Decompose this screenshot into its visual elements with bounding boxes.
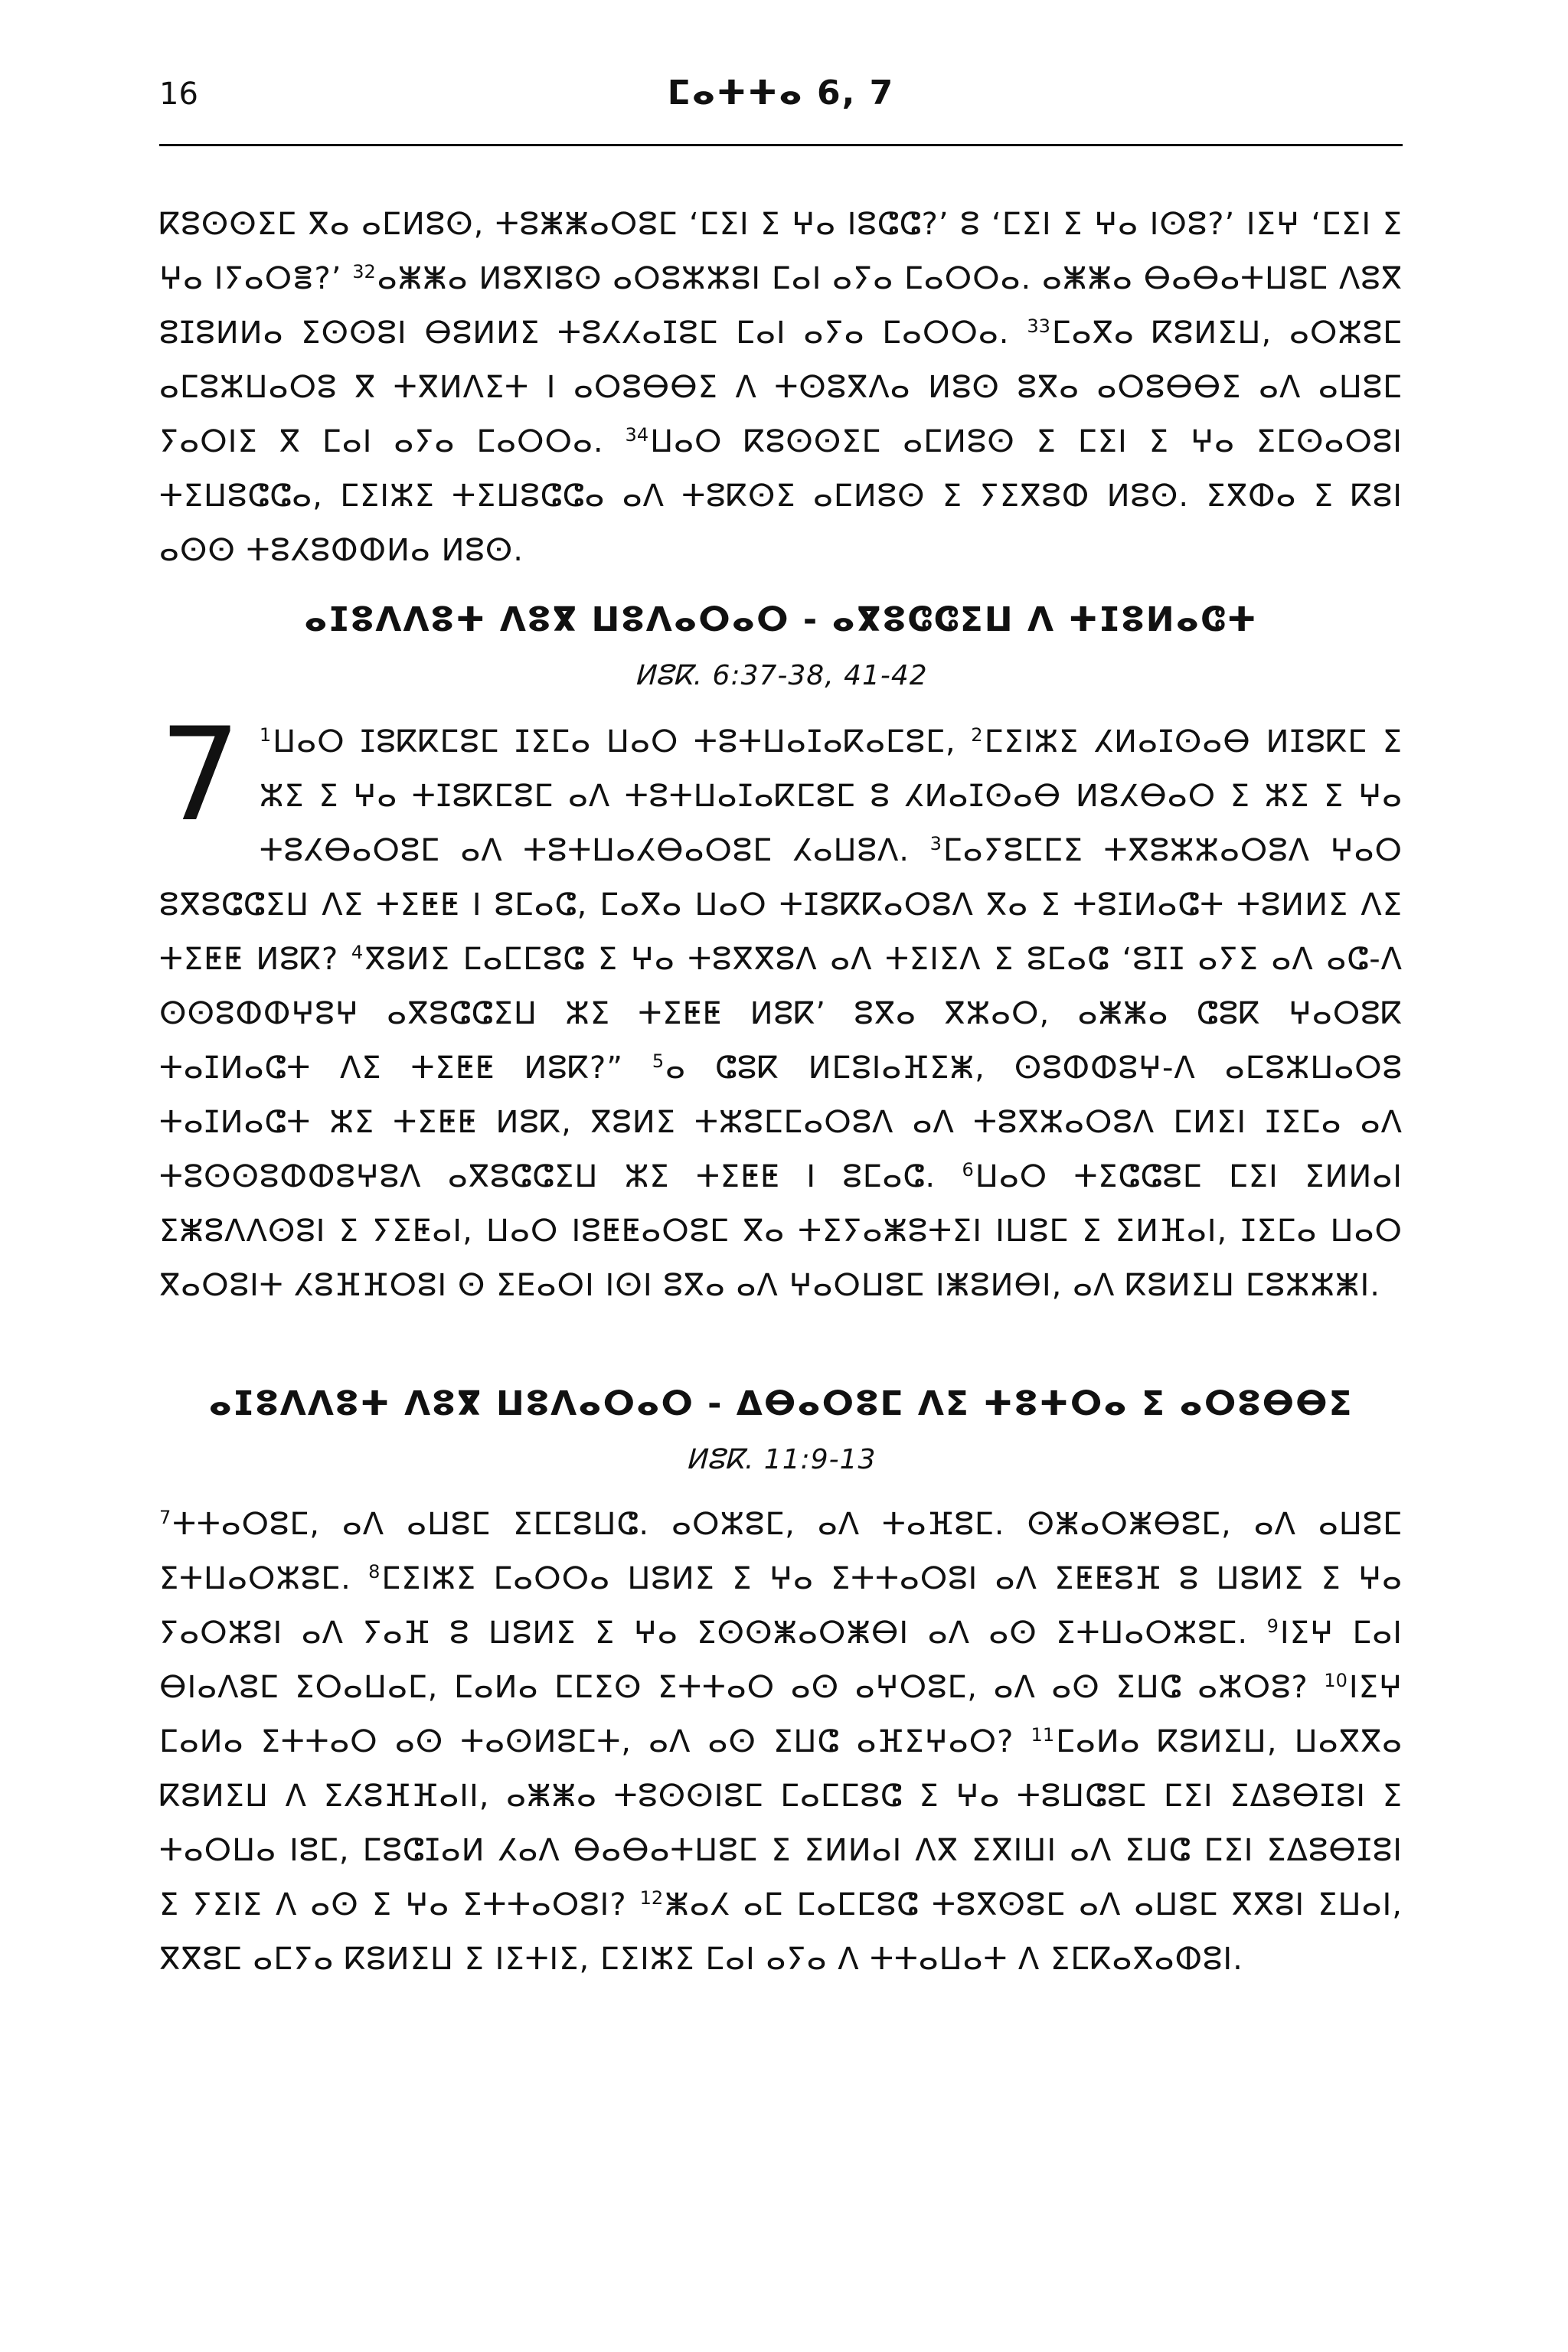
section-cross-reference: ⵍⵓⴽ. 11:9-13 xyxy=(685,1444,877,1475)
verse-text: ⵎⴰⴳⴰ ⴽⵓⵍⵉⵡ, ⴰⵔⵣⵓⵎ ⴰⵎⵓⵣⵡⴰⵔⵓ ⴳ ⵜⴳⵍⴷⵉⵜ ⵏ ⴰⵔⵓⴱⴱⵉ ⴷ ⵜⵙⵓⴳⴷⴰ ⵍⵓⵙ ⵓⴳⴰ ⴰⵔⵓⴱⴱⵉ ⴰⴷ ⴰⵡⵓⵎ ⵢⴰⵔⵏⵉ ⴳ ⵎⴰⵏ ⴰⵢⴰ ⵎⴰⵔⵔⴰ. xyxy=(159,315,1403,459)
header-divider xyxy=(159,144,1403,146)
verse-number: 5 xyxy=(652,1050,665,1072)
verse-number: 32 xyxy=(352,261,376,283)
chapter-number: 7 xyxy=(159,700,241,850)
verse-number: 8 xyxy=(368,1561,381,1583)
verse-text: ⵡⴰⵔ ⵊⵓⴽⴽⵎⵓⵎ ⵊⵉⵎⴰ ⵡⴰⵔ ⵜⵓⵜⵡⴰⵊⴰⴽⴰⵎⵓⵎ, xyxy=(273,724,972,760)
verse-text: ⵥⴰⵃ ⴰⵎ ⵎⴰⵎⵎⵓⵛ ⵜⵓⴳⵙⵓⵎ ⴰⴷ ⴰⵡⵓⵎ ⴳⴳⵓⵏ ⵉⵡⴰⵏ, ⴳⴳⵓⵎ ⴰⵎⵢⴰ ⴽⵓⵍⵉⵡ ⵉ ⵏⵉⵜⵏⵉ, ⵎⵉⵏⵣⵉ ⵎⴰⵏ ⴰⵢⴰ ⴷ ⵜⵜⴰⵡⴰⵜ ⴷ ⵉⵎⴽⴰⴳⴰⵀⵓⵏ. xyxy=(159,1887,1403,1977)
verse-number: 4 xyxy=(351,942,364,963)
chapter-7-block xyxy=(159,700,1403,1313)
verse-text: ⵎⴰⵢⵓⵎⵎⵉ ⵜⴳⵓⵣⵣⴰⵔⵓⴷ ⵖⴰⵔ ⵓⴳⵓⵛⵛⵉⵡ ⴷⵉ ⵜⵉⵟⵟ ⵏ ⵓⵎⴰⵛ, ⵎⴰⴳⴰ ⵡⴰⵔ ⵜⵊⵓⴽⴽⴰⵔⵓⴷ ⴳⴰ ⵉ ⵜⵓⵊⵍⴰⵛⵜ ⵜⵓⵍⵍⵉ ⴷⵉ ⵜⵉⵟⵟ ⵍⵓⴽ? xyxy=(159,833,1403,977)
section-heading: ⴰⵊⵓⴷⴷⵓⵜ ⴷⵓⴳ ⵡⵓⴷⴰⵔⴰⵔ - ⵠⴱⴰⵔⵓⵎ ⴷⵉ ⵜⵓⵜⵔⴰ ⵉ ⴰⵔⵓⴱⴱⵉ xyxy=(208,1384,1354,1423)
verse-text: ⵡⴰⵔ ⵜⵉⵛⵛⵓⵎ ⵎⵉⵏ ⵉⵍⵍⴰⵏ ⵉⵥⵓⴷⴷⵙⵓⵏ ⵉ ⵢⵉⵟⴰⵏ, ⵡⴰⵔ ⵏⵓⵟⵟⴰⵔⵓⵎ ⴳⴰ ⵜⵉⵢⴰⵥⵓⵜⵉⵏ ⵏⵡⵓⵎ ⵉ ⵉⵍⴼⴰⵏ, ⵊⵉⵎⴰ ⵡⴰⵔ ⴳⴰⵔⵓⵏⵜ ⵃⵓⴼⴼⵔⵓⵏ ⵙ ⵉⴹⴰⵔⵏ ⵏⵙⵏ ⵓⴳⴰ ⴰⴷ ⵖⴰⵔⵡⵓⵎ ⵏⵥⵓⵍⴱⵏ, ⴰⴷ ⴽⵓⵍⵉⵡ ⵎⵓⵣⵣⵥⵏ. xyxy=(159,1159,1403,1303)
verse-number: 6 xyxy=(962,1159,974,1181)
verse-text: ⵎⵉⵏⵣⵉ ⵃⵍⴰⵊⵙⴰⴱ ⵍⵊⵓⴽⵎ ⵉ ⵣⵉ ⵉ ⵖⴰ ⵜⵊⵓⴽⵎⵓⵎ ⴰⴷ ⵜⵓⵜⵡⴰⵊⴰⴽⵎⵓⵎ ⵓ ⵃⵍⴰⵊⵙⴰⴱ ⵍⵓⵃⴱⴰⵔ ⵉ ⵣⵉ ⵉ ⵖⴰ ⵜⵓⵃⴱⴰⵔⵓⵎ ⴰⴷ ⵜⵓⵜⵡⴰⵃⴱⴰⵔⵓⵎ ⵃⴰⵡⵓⴷ. xyxy=(259,724,1403,868)
verse-number: 3 xyxy=(929,833,942,854)
section-cross-reference: ⵍⵓⴽ. 6:37-38, 41-42 xyxy=(634,660,928,691)
verse-text: ⵡⴰⵔ ⴽⵓⵙⵙⵉⵎ ⴰⵎⵍⵓⵙ ⵉ ⵎⵉⵏ ⵉ ⵖⴰ ⵉⵎⵙⴰⵔⵓⵏ ⵜⵉⵡⵓⵛⵛⴰ, ⵎⵉⵏⵣⵉ ⵜⵉⵡⵓⵛⵛⴰ ⴰⴷ ⵜⵓⴽⵙⵉ ⴰⵎⵍⵓⵙ ⵉ ⵢⵉⴳⵓⵀ ⵍⵓⵙ. ⵉⴳⵀⴰ ⵉ ⴽⵓⵏ ⴰⵙⵙ ⵜⵓⵃⵓⵀⵀⵍⴰ ⵍⵓⵙ. xyxy=(159,424,1403,568)
verse-number: 34 xyxy=(625,424,649,446)
verse-text: ⵎⵉⵏⵣⵉ ⵎⴰⵔⵔⴰ ⵡⵓⵍⵉ ⵉ ⵖⴰ ⵉⵜⵜⴰⵔⵓⵏ ⴰⴷ ⵉⵟⵟⵓⴼ ⵓ ⵡⵓⵍⵉ ⵉ ⵖⴰ ⵢⴰⵔⵣⵓⵏ ⴰⴷ ⵢⴰⴼ ⵓ ⵡⵓⵍⵉ ⵉ ⵖⴰ ⵉⵙⵙⵥⴰⵔⵥⴱⵏ ⴰⴷ ⴰⵙ ⵉⵜⵡⴰⵔⵣⵓⵎ. xyxy=(159,1561,1403,1651)
running-head xyxy=(159,74,1403,129)
verse-number: 7 xyxy=(159,1507,172,1528)
section-heading: ⴰⵊⵓⴷⴷⵓⵜ ⴷⵓⴳ ⵡⵓⴷⴰⵔⴰⵔ - ⴰⴳⵓⵛⵛⵉⵡ ⴷ ⵜⵊⵓⵍⴰⵛⵜ xyxy=(304,600,1258,639)
verse-number: 2 xyxy=(971,724,983,746)
verse-number: 1 xyxy=(259,724,272,746)
paragraph-verses-31-34 xyxy=(159,198,1403,578)
verse-text: ⵜⵜⴰⵔⵓⵎ, ⴰⴷ ⴰⵡⵓⵎ ⵉⵎⵎⵓⵡⵛ. ⴰⵔⵣⵓⵎ, ⴰⴷ ⵜⴰⴼⵓⵎ. ⵙⵥⴰⵔⵥⴱⵓⵎ, ⴰⴷ ⴰⵡⵓⵎ ⵉⵜⵡⴰⵔⵣⵓⵎ. xyxy=(159,1507,1403,1596)
page-number: 16 xyxy=(159,77,198,112)
verse-number: 12 xyxy=(639,1887,664,1909)
paragraph-verses-1-6 xyxy=(159,700,1403,1313)
verse-text: ⵏⵉⵖ ⵎⴰⵏ ⴱⵏⴰⴷⵓⵎ ⵉⵔⴰⵡⴰⵎ, ⵎⴰⵍⴰ ⵎⵎⵉⵙ ⵉⵜⵜⴰⵔ ⴰⵙ ⴰⵖⵔⵓⵎ, ⴰⴷ ⴰⵙ ⵉⵡⵛ ⴰⵣⵔⵓ? xyxy=(159,1615,1403,1705)
verse-text: ⵏⵉⵖ ⵎⴰⵍⴰ ⵉⵜⵜⴰⵔ ⴰⵙ ⵜⴰⵙⵍⵓⵎⵜ, ⴰⴷ ⴰⵙ ⵉⵡⵛ ⴰⴼⵉⵖⴰⵔ? xyxy=(159,1670,1403,1759)
verse-text: ⴰⵥⵥⴰ ⵍⵓⴳⵏⵓⵙ ⴰⵔⵓⵣⵣⵓⵏ ⵎⴰⵏ ⴰⵢⴰ ⵎⴰⵔⵔⴰ. ⴰⵥⵥⴰ ⴱⴰⴱⴰⵜⵡⵓⵎ ⴷⵓⴳ ⵓⵊⵓⵍⵍⴰ ⵉⵙⵙⵓⵏ ⴱⵓⵍⵍⵉ ⵜⵓⵃⵃⴰⵊⵓⵎ ⵎⴰⵏ ⴰⵢⴰ ⵎⴰⵔⵔⴰ. xyxy=(159,261,1403,351)
verse-text: ⴽⵓⵙⵙⵉⵎ ⴳⴰ ⴰⵎⵍⵓⵙ, ⵜⵓⵥⵥⴰⵔⵓⵎ ‘ⵎⵉⵏ ⵉ ⵖⴰ ⵏⵓⵛⵛ?’ ⵓ ‘ⵎⵉⵏ ⵉ ⵖⴰ ⵏⵙⵓ?’ ⵏⵉⵖ ‘ⵎⵉⵏ ⵉ ⵖⴰ ⵏⵢⴰⵔⴻ?’ xyxy=(159,207,1403,296)
verse-number: 33 xyxy=(1027,315,1050,337)
verse-text: ⴳⵓⵍⵉ ⵎⴰⵎⵎⵓⵛ ⵉ ⵖⴰ ⵜⵓⴳⴳⵓⴷ ⴰⴷ ⵜⵉⵏⵉⴷ ⵉ ⵓⵎⴰⵛ ‘ⵓⵊⵊ ⴰⵢⵉ ⴰⴷ ⴰⵛ-ⴷ ⵙⵙⵓⵀⵀⵖⵓⵖ ⴰⴳⵓⵛⵛⵉⵡ ⵣⵉ ⵜⵉⵟⵟ ⵍⵓⴽ’ ⵓⴳⴰ ⴳⵣⴰⵔ, ⴰⵥⵥⴰ ⵛⵓⴽ ⵖⴰⵔⵓⴽ ⵜⴰⵊⵍⴰⵛⵜ ⴷⵉ ⵜⵉⵟⵟ ⵍⵓⴽ?” xyxy=(159,942,1403,1086)
verse-number: 9 xyxy=(1266,1615,1279,1637)
paragraph-verses-7-12 xyxy=(159,1498,1403,1987)
verse-text: ⵎⴰⵍⴰ ⴽⵓⵍⵉⵡ, ⵡⴰⴳⴳⴰ ⴽⵓⵍⵉⵡ ⴷ ⵉⵃⵓⴼⴼⴰⵏⵏ, ⴰⵥⵥⴰ ⵜⵓⵙⵙⵏⵓⵎ ⵎⴰⵎⵎⵓⵛ ⵉ ⵖⴰ ⵜⵓⵡⵛⵓⵎ ⵎⵉⵏ ⵉⵠⵓⴱⵊⵓⵏ ⵉ ⵜⴰⵔⵡⴰ ⵏⵓⵎ, ⵎⵓⵛⵊⴰⵍ ⵃⴰⴷ ⴱⴰⴱⴰⵜⵡⵓⵎ ⵉ ⵉⵍⵍⴰⵏ ⴷⴳ ⵉⴳⵏⵡⵏ ⴰⴷ ⵉⵡⵛ ⵎⵉⵏ ⵉⵠⵓⴱⵊⵓⵏ ⵉ ⵢⵉⵏⵉ ⴷ ⴰⵙ ⵉ ⵖⴰ ⵉⵜⵜⴰⵔⵓⵏ? xyxy=(159,1724,1403,1922)
verse-number: 10 xyxy=(1324,1670,1348,1691)
book-chapter-reference: ⵎⴰⵜⵜⴰ 6, 7 xyxy=(667,74,895,113)
verse-number: 11 xyxy=(1031,1724,1055,1746)
verse-text: ⴰ ⵛⵓⴽ ⵍⵎⵓⵏⴰⴼⵉⵥ, ⵙⵓⵀⵀⵓⵖ-ⴷ ⴰⵎⵓⵣⵡⴰⵔⵓ ⵜⴰⵊⵍⴰⵛⵜ ⵣⵉ ⵜⵉⵟⵟ ⵍⵓⴽ, ⴳⵓⵍⵉ ⵜⵣⵓⵎⵎⴰⵔⵓⴷ ⴰⴷ ⵜⵓⴳⵣⴰⵔⵓⴷ ⵎⵍⵉⵏ ⵊⵉⵎⴰ ⴰⴷ ⵜⵓⵙⵙⵓⵀⵀⵓⵖⵓⴷ ⴰⴳⵓⵛⵛⵉⵡ ⵣⵉ ⵜⵉⵟⵟ ⵏ ⵓⵎⴰⵛ. xyxy=(159,1050,1403,1194)
